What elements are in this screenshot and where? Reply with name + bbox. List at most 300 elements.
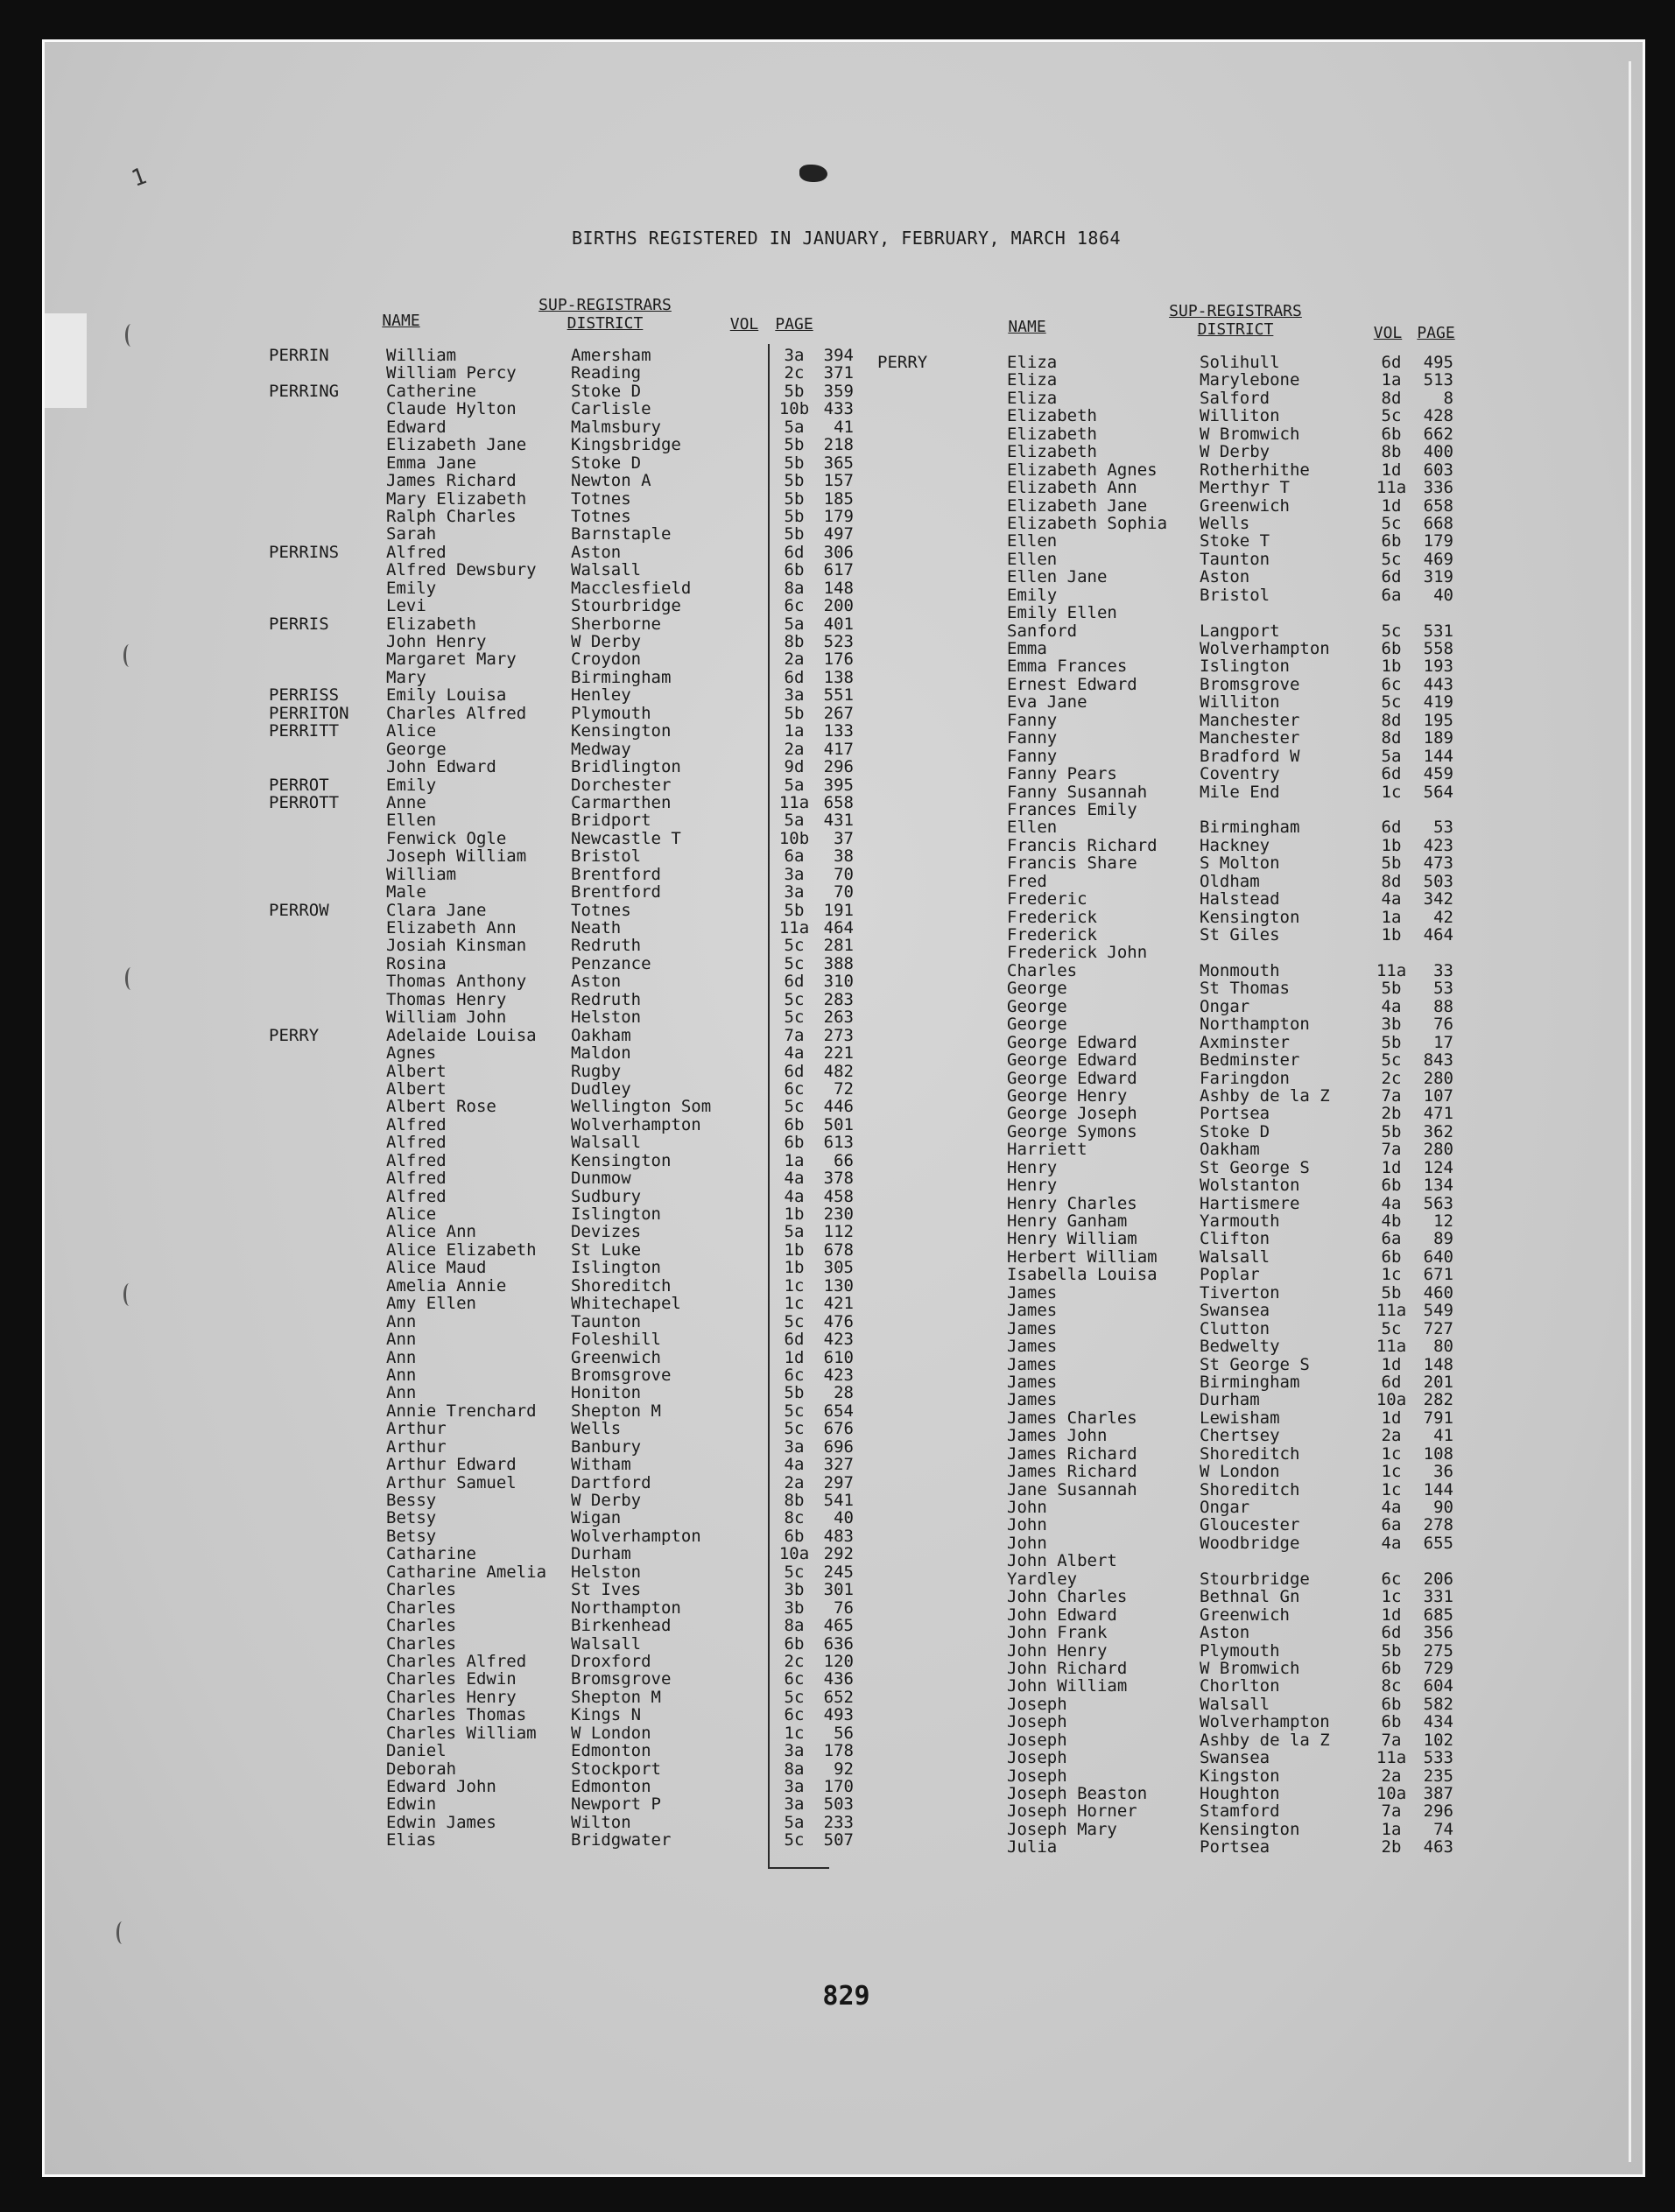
- entry-district: Droxford: [571, 1651, 651, 1671]
- entry-page: 38: [834, 846, 854, 867]
- entry-forenames: Edwin James: [386, 1812, 496, 1832]
- entry-forenames: Fanny: [1007, 710, 1058, 730]
- entry-surname: PERRINS: [269, 542, 340, 562]
- entry-volume: 1a: [1381, 1819, 1402, 1839]
- entry-district: Stockport: [571, 1759, 661, 1779]
- entry-volume: 5b: [1381, 853, 1402, 874]
- entry-district: Wells: [571, 1419, 622, 1439]
- entry-forenames: George Henry: [1007, 1085, 1128, 1106]
- entry-volume: 6d: [1381, 818, 1402, 838]
- entry-volume: 11a: [1376, 1301, 1407, 1321]
- entry-forenames: Mary Elizabeth: [386, 488, 527, 509]
- header-district-line1: SUP-REGISTRARS: [1169, 302, 1302, 320]
- entry-forenames: John Edward: [1007, 1605, 1117, 1625]
- page-title: BIRTHS REGISTERED IN JANUARY, FEBRUARY, MARCH 1864: [571, 228, 1122, 249]
- entry-page: 41: [834, 417, 854, 437]
- entry-page: 327: [823, 1455, 854, 1475]
- entry-forenames: George Edward: [1007, 1032, 1137, 1052]
- entry-forenames: Edward: [386, 417, 447, 437]
- entry-district: Bedminster: [1200, 1050, 1300, 1071]
- entry-district: Swansea: [1200, 1748, 1270, 1768]
- entry-volume: 5c: [1381, 621, 1402, 641]
- entry-page: 419: [1423, 692, 1453, 713]
- entry-forenames: Elias: [386, 1830, 437, 1850]
- entry-forenames: Anne: [386, 792, 426, 812]
- entry-page: 685: [1423, 1605, 1453, 1625]
- entry-page: 395: [823, 775, 854, 795]
- entry-page: 170: [823, 1777, 854, 1796]
- entry-district: Bridgwater: [571, 1830, 672, 1850]
- entry-volume: 6b: [1381, 424, 1402, 444]
- entry-page: 89: [1433, 1229, 1453, 1249]
- header-name: NAME: [382, 312, 420, 330]
- entry-district: Bristol: [1200, 585, 1270, 605]
- entry-volume: 5c: [1381, 692, 1402, 713]
- entry-volume: 5c: [1381, 406, 1402, 426]
- entry-page: 465: [823, 1616, 854, 1636]
- entry-page: 53: [1433, 979, 1453, 999]
- entry-page: 469: [1423, 549, 1453, 569]
- entry-volume: 6b: [784, 1633, 805, 1654]
- entry-district: Kensington: [1200, 907, 1300, 927]
- header-name: NAME: [1008, 318, 1046, 336]
- entry-district: W Derby: [1200, 442, 1270, 462]
- entry-volume: 4a: [1381, 1193, 1402, 1213]
- entry-volume: 6c: [784, 596, 805, 616]
- entry-forenames: Sarah: [386, 524, 437, 544]
- entry-volume: 1b: [1381, 835, 1402, 855]
- entry-district: Bromsgrove: [571, 1365, 672, 1385]
- entry-volume: 10b: [778, 828, 810, 848]
- entry-volume: 11a: [778, 918, 810, 937]
- entry-district: Stamford: [1200, 1801, 1280, 1822]
- entry-page: 53: [1433, 818, 1453, 838]
- entry-district: Clutton: [1200, 1318, 1270, 1338]
- entry-volume: 11a: [1376, 1748, 1407, 1768]
- entry-page: 124: [1423, 1157, 1453, 1177]
- entry-forenames: Catherine: [386, 381, 476, 401]
- entry-volume: 6c: [1381, 674, 1402, 694]
- entry-forenames: James Richard: [1007, 1462, 1137, 1482]
- entry-forenames: John: [1007, 1498, 1047, 1517]
- entry-volume: 3b: [1381, 1015, 1402, 1035]
- header-vol: VOL: [1373, 324, 1403, 342]
- entry-forenames: Elizabeth: [1007, 424, 1097, 444]
- entry-volume: 8a: [784, 578, 805, 598]
- entry-forenames: Emma Frances: [1007, 657, 1128, 677]
- entry-district: Dunmow: [571, 1169, 631, 1189]
- entry-volume: 7a: [1381, 1730, 1402, 1750]
- entry-page: 179: [1423, 531, 1453, 551]
- entry-district: Kensington: [571, 721, 672, 741]
- entry-district: Penzance: [571, 953, 651, 973]
- entry-volume: 2b: [1381, 1837, 1402, 1857]
- entry-surname: PERRY: [269, 1025, 320, 1045]
- entry-district: Henley: [571, 685, 631, 706]
- entry-volume: 6b: [1381, 1694, 1402, 1714]
- entry-forenames: Arthur: [386, 1436, 447, 1457]
- entry-forenames: John Frank: [1007, 1623, 1108, 1643]
- entry-forenames: Elizabeth Jane: [386, 435, 527, 455]
- entry-volume: 1a: [1381, 370, 1402, 390]
- entry-district: W London: [1200, 1462, 1280, 1482]
- entry-forenames: James: [1007, 1282, 1058, 1303]
- entry-district: Williton: [1200, 692, 1280, 713]
- entry-district: Bethnal Gn: [1200, 1587, 1300, 1607]
- entry-district: Carlisle: [571, 399, 651, 419]
- entry-district: Durham: [571, 1544, 631, 1564]
- entry-forenames: Betsy: [386, 1526, 437, 1546]
- entry-volume: 7a: [784, 1025, 805, 1045]
- entry-district: Edmonton: [571, 1777, 651, 1796]
- entry-forenames: Daniel: [386, 1741, 447, 1761]
- entry-page: 582: [1423, 1694, 1453, 1714]
- entry-district: Barnstaple: [571, 524, 672, 544]
- entry-district: Williton: [1200, 406, 1280, 426]
- entry-page: 120: [823, 1651, 854, 1671]
- entry-forenames: Isabella Louisa: [1007, 1265, 1158, 1285]
- entry-district: Bromsgrove: [571, 1669, 672, 1689]
- entry-forenames: Jane Susannah: [1007, 1479, 1137, 1499]
- header-district-line1: SUP-REGISTRARS: [538, 296, 672, 314]
- entry-page: 305: [823, 1258, 854, 1278]
- entry-forenames: Henry William: [1007, 1229, 1137, 1249]
- entry-volume: 1a: [1381, 907, 1402, 927]
- entry-forenames: Henry: [1007, 1157, 1058, 1177]
- entry-district: Edmonton: [571, 1741, 651, 1761]
- edge-rule: [1629, 61, 1631, 2162]
- entry-volume: 5b: [1381, 1032, 1402, 1052]
- entry-page: 523: [823, 632, 854, 651]
- entry-volume: 6c: [784, 1705, 805, 1725]
- header-page: PAGE: [775, 315, 813, 334]
- entry-volume: 6d: [784, 667, 805, 687]
- entry-volume: 5c: [784, 1097, 805, 1117]
- entry-volume: 5c: [784, 1311, 805, 1331]
- entry-district: Aston: [1200, 567, 1250, 587]
- entry-volume: 8c: [784, 1508, 805, 1528]
- entry-volume: 6a: [784, 846, 805, 867]
- entry-volume: 5c: [784, 1562, 805, 1582]
- entry-page: 610: [823, 1347, 854, 1367]
- entry-page: 359: [823, 381, 854, 401]
- entry-forenames: James John: [1007, 1426, 1108, 1446]
- entry-volume: 1a: [784, 721, 805, 741]
- entry-page: 40: [834, 1508, 854, 1528]
- entry-district: W London: [571, 1723, 651, 1743]
- entry-forenames: Charles Alfred: [386, 703, 527, 723]
- entry-forenames: Betsy: [386, 1508, 437, 1528]
- entry-forenames: Emily: [386, 578, 437, 598]
- entry-volume: 1c: [784, 1723, 805, 1743]
- entry-volume: 5b: [784, 381, 805, 401]
- entry-volume: 6a: [1381, 1229, 1402, 1249]
- entry-page: 541: [823, 1491, 854, 1510]
- entry-volume: 4a: [1381, 996, 1402, 1016]
- entry-district: Marylebone: [1200, 370, 1300, 390]
- punch-hole: [116, 1921, 128, 1944]
- entry-page: 138: [823, 667, 854, 687]
- entry-page: 40: [1433, 585, 1453, 605]
- entry-page: 296: [823, 757, 854, 777]
- entry-district: Newport P: [571, 1794, 661, 1815]
- entry-forenames: John Edward: [386, 757, 496, 777]
- entry-page: 130: [823, 1275, 854, 1296]
- margin-note: 1: [128, 163, 151, 193]
- entry-volume: 8b: [784, 632, 805, 651]
- entry-volume: 6d: [1381, 567, 1402, 587]
- entry-forenames: Yardley: [1007, 1569, 1078, 1589]
- entry-forenames: John Henry: [386, 632, 487, 651]
- entry-volume: 11a: [778, 792, 810, 812]
- entry-page: 433: [823, 399, 854, 419]
- entry-district: Ongar: [1200, 996, 1250, 1016]
- entry-forenames: Alice Elizabeth: [386, 1239, 537, 1260]
- entry-page: 493: [823, 1705, 854, 1725]
- entry-forenames: Edward John: [386, 1777, 496, 1796]
- entry-district: Walsall: [571, 560, 642, 580]
- entry-forenames: James Richard: [1007, 1443, 1137, 1464]
- entry-surname: PERRITON: [269, 703, 349, 723]
- entry-district: Reading: [571, 363, 642, 383]
- entry-forenames: Julia: [1007, 1837, 1058, 1857]
- entry-district: Wolverhampton: [1200, 1712, 1330, 1732]
- entry-forenames: Charles: [386, 1633, 457, 1654]
- entry-forenames: James: [1007, 1354, 1058, 1374]
- entry-page: 92: [834, 1759, 854, 1779]
- entry-district: Sherborne: [571, 614, 661, 634]
- entry-surname: PERRIS: [269, 614, 329, 634]
- entry-district: Kings N: [571, 1705, 642, 1725]
- entry-forenames: John William: [1007, 1676, 1128, 1696]
- entry-forenames: James: [1007, 1318, 1058, 1338]
- entry-volume: 5b: [784, 900, 805, 920]
- entry-district: Wells: [1200, 513, 1250, 533]
- entry-district: Bridlington: [571, 757, 681, 777]
- entry-forenames: Elizabeth Sophia: [1007, 513, 1168, 533]
- entry-volume: 5a: [784, 1222, 805, 1242]
- entry-volume: 2b: [1381, 1104, 1402, 1124]
- entry-forenames: Deborah: [386, 1759, 457, 1779]
- entry-volume: 5b: [1381, 1121, 1402, 1141]
- entry-page: 263: [823, 1008, 854, 1028]
- entry-volume: 5b: [784, 488, 805, 509]
- entry-district: Walsall: [1200, 1694, 1270, 1714]
- entry-district: Kingston: [1200, 1766, 1280, 1786]
- entry-page: 76: [1433, 1015, 1453, 1035]
- entry-volume: 2a: [784, 650, 805, 670]
- entry-district: Shepton M: [571, 1687, 661, 1707]
- entry-page: 658: [1423, 495, 1453, 516]
- entry-page: 696: [823, 1436, 854, 1457]
- entry-district: Hartismere: [1200, 1193, 1300, 1213]
- entry-district: St Giles: [1200, 925, 1280, 944]
- entry-forenames: George Edward: [1007, 1068, 1137, 1088]
- entry-forenames: Alfred: [386, 542, 447, 562]
- entry-district: Bradford W: [1200, 746, 1300, 766]
- entry-page: 70: [834, 882, 854, 902]
- header-page: PAGE: [1417, 324, 1455, 342]
- entry-volume: 6d: [1381, 1623, 1402, 1643]
- entry-forenames: Alice Maud: [386, 1258, 487, 1278]
- entry-district: Halstead: [1200, 889, 1280, 909]
- entry-forenames: Rosina: [386, 953, 447, 973]
- entry-volume: 1c: [784, 1275, 805, 1296]
- entry-page: 460: [1423, 1282, 1453, 1303]
- entry-forenames: Arthur Edward: [386, 1455, 517, 1475]
- entry-district: Stoke D: [571, 381, 642, 401]
- entry-volume: 3a: [784, 346, 805, 365]
- entry-district: Sudbury: [571, 1186, 642, 1206]
- entry-forenames: Alice: [386, 1204, 437, 1224]
- column-rule: [768, 344, 770, 1867]
- entry-page: 640: [1423, 1246, 1453, 1267]
- entry-page: 668: [1423, 513, 1453, 533]
- entry-page: 41: [1433, 1426, 1453, 1446]
- entry-page: 42: [1433, 907, 1453, 927]
- entry-volume: 2a: [1381, 1426, 1402, 1446]
- entry-forenames: John Charles: [1007, 1587, 1128, 1607]
- entry-volume: 3a: [784, 1777, 805, 1796]
- entry-forenames: William: [386, 346, 457, 365]
- entry-volume: 1c: [784, 1294, 805, 1314]
- entry-forenames: Frederic: [1007, 889, 1087, 909]
- entry-volume: 7a: [1381, 1085, 1402, 1106]
- entry-page: 464: [823, 918, 854, 937]
- entry-surname: PERROW: [269, 900, 329, 920]
- entry-district: Clifton: [1200, 1229, 1270, 1249]
- entry-volume: 5c: [1381, 513, 1402, 533]
- entry-page: 17: [1433, 1032, 1453, 1052]
- entry-page: 90: [1433, 1498, 1453, 1517]
- entry-district: Totnes: [571, 506, 631, 526]
- entry-page: 613: [823, 1133, 854, 1153]
- entry-district: Woodbridge: [1200, 1533, 1300, 1553]
- entry-forenames: Male: [386, 882, 426, 902]
- entry-forenames: Charles William: [386, 1723, 537, 1743]
- entry-forenames: Claude Hylton: [386, 399, 517, 419]
- entry-forenames: Joseph: [1007, 1748, 1067, 1768]
- header-district-line2: DISTRICT: [1197, 320, 1274, 339]
- entry-district: Merthyr T: [1200, 478, 1290, 498]
- entry-district: Chertsey: [1200, 1426, 1280, 1446]
- entry-page: 283: [823, 989, 854, 1009]
- entry-district: St Luke: [571, 1239, 642, 1260]
- entry-volume: 1b: [784, 1258, 805, 1278]
- entry-forenames: Emma Jane: [386, 453, 476, 473]
- entry-district: Ashby de la Z: [1200, 1085, 1330, 1106]
- entry-district: Houghton: [1200, 1784, 1280, 1803]
- entry-district: St Thomas: [1200, 979, 1290, 999]
- entry-forenames: Amy Ellen: [386, 1294, 476, 1314]
- header-district-line2: DISTRICT: [567, 314, 644, 333]
- entry-forenames: Emily Ellen: [1007, 603, 1117, 623]
- entry-page: 193: [1423, 657, 1453, 677]
- entry-volume: 5c: [784, 936, 805, 956]
- entry-volume: 6b: [784, 1526, 805, 1546]
- entry-page: 356: [1423, 1623, 1453, 1643]
- entry-volume: 4a: [1381, 1498, 1402, 1517]
- entry-surname: PERROT: [269, 775, 329, 795]
- entry-forenames: James: [1007, 1390, 1058, 1410]
- entry-volume: 11a: [1376, 960, 1407, 980]
- entry-district: Brentford: [571, 882, 661, 902]
- entry-surname: PERRING: [269, 381, 340, 401]
- entry-page: 678: [823, 1239, 854, 1260]
- entry-forenames: Eva Jane: [1007, 692, 1087, 713]
- entry-volume: 2c: [784, 1651, 805, 1671]
- entry-forenames: Charles Henry: [386, 1687, 517, 1707]
- entry-forenames: Henry: [1007, 1176, 1058, 1196]
- entry-page: 533: [1423, 1748, 1453, 1768]
- entry-volume: 5b: [784, 471, 805, 491]
- entry-volume: 1c: [1381, 1587, 1402, 1607]
- entry-district: Greenwich: [571, 1347, 661, 1367]
- entry-volume: 1b: [1381, 925, 1402, 944]
- entry-forenames: Ernest Edward: [1007, 674, 1137, 694]
- entry-district: Aston: [1200, 1623, 1250, 1643]
- entry-volume: 5a: [784, 614, 805, 634]
- entry-forenames: Frederick: [1007, 907, 1097, 927]
- entry-volume: 6d: [784, 1061, 805, 1081]
- entry-page: 66: [834, 1150, 854, 1170]
- entry-forenames: Albert: [386, 1061, 447, 1081]
- entry-district: Solihull: [1200, 353, 1280, 372]
- entry-volume: 4a: [784, 1186, 805, 1206]
- entry-district: Shepton M: [571, 1401, 661, 1421]
- entry-forenames: Eliza: [1007, 353, 1058, 372]
- entry-page: 400: [1423, 442, 1453, 462]
- entry-forenames: Eliza: [1007, 388, 1058, 408]
- entry-forenames: George Joseph: [1007, 1104, 1137, 1124]
- entry-district: Wellington Som: [571, 1097, 712, 1117]
- entry-volume: 10a: [1376, 1784, 1407, 1803]
- entry-district: Northampton: [571, 1598, 681, 1618]
- entry-forenames: Ralph Charles: [386, 506, 517, 526]
- entry-forenames: Adelaide Louisa: [386, 1025, 537, 1045]
- entry-volume: 3a: [784, 685, 805, 706]
- entry-forenames: Ann: [386, 1383, 417, 1403]
- entry-page: 76: [834, 1598, 854, 1618]
- entry-surname: PERRIN: [269, 346, 329, 365]
- entry-forenames: Francis Share: [1007, 853, 1137, 874]
- entry-forenames: Fenwick Ogle: [386, 828, 507, 848]
- entry-volume: 1c: [1381, 782, 1402, 802]
- entry-district: Rugby: [571, 1061, 622, 1081]
- entry-forenames: Alfred: [386, 1133, 447, 1153]
- entry-page: 549: [1423, 1301, 1453, 1321]
- entry-page: 319: [1423, 567, 1453, 587]
- entry-page: 221: [823, 1043, 854, 1064]
- entry-page: 331: [1423, 1587, 1453, 1607]
- entry-page: 655: [1423, 1533, 1453, 1553]
- entry-volume: 3a: [784, 1794, 805, 1815]
- entry-forenames: Emily Louisa: [386, 685, 507, 706]
- entry-district: Helston: [571, 1008, 642, 1028]
- entry-volume: 1d: [1381, 495, 1402, 516]
- entry-page: 604: [1423, 1676, 1453, 1696]
- entry-district: Ongar: [1200, 1498, 1250, 1517]
- entry-page: 401: [823, 614, 854, 634]
- entry-page: 423: [823, 1365, 854, 1385]
- entry-forenames: James Richard: [386, 471, 517, 491]
- entry-volume: 1c: [1381, 1443, 1402, 1464]
- entry-forenames: John: [1007, 1515, 1047, 1535]
- page-number: 829: [822, 1981, 870, 2012]
- entry-page: 423: [1423, 835, 1453, 855]
- entry-volume: 6b: [1381, 639, 1402, 658]
- entry-volume: 2c: [784, 363, 805, 383]
